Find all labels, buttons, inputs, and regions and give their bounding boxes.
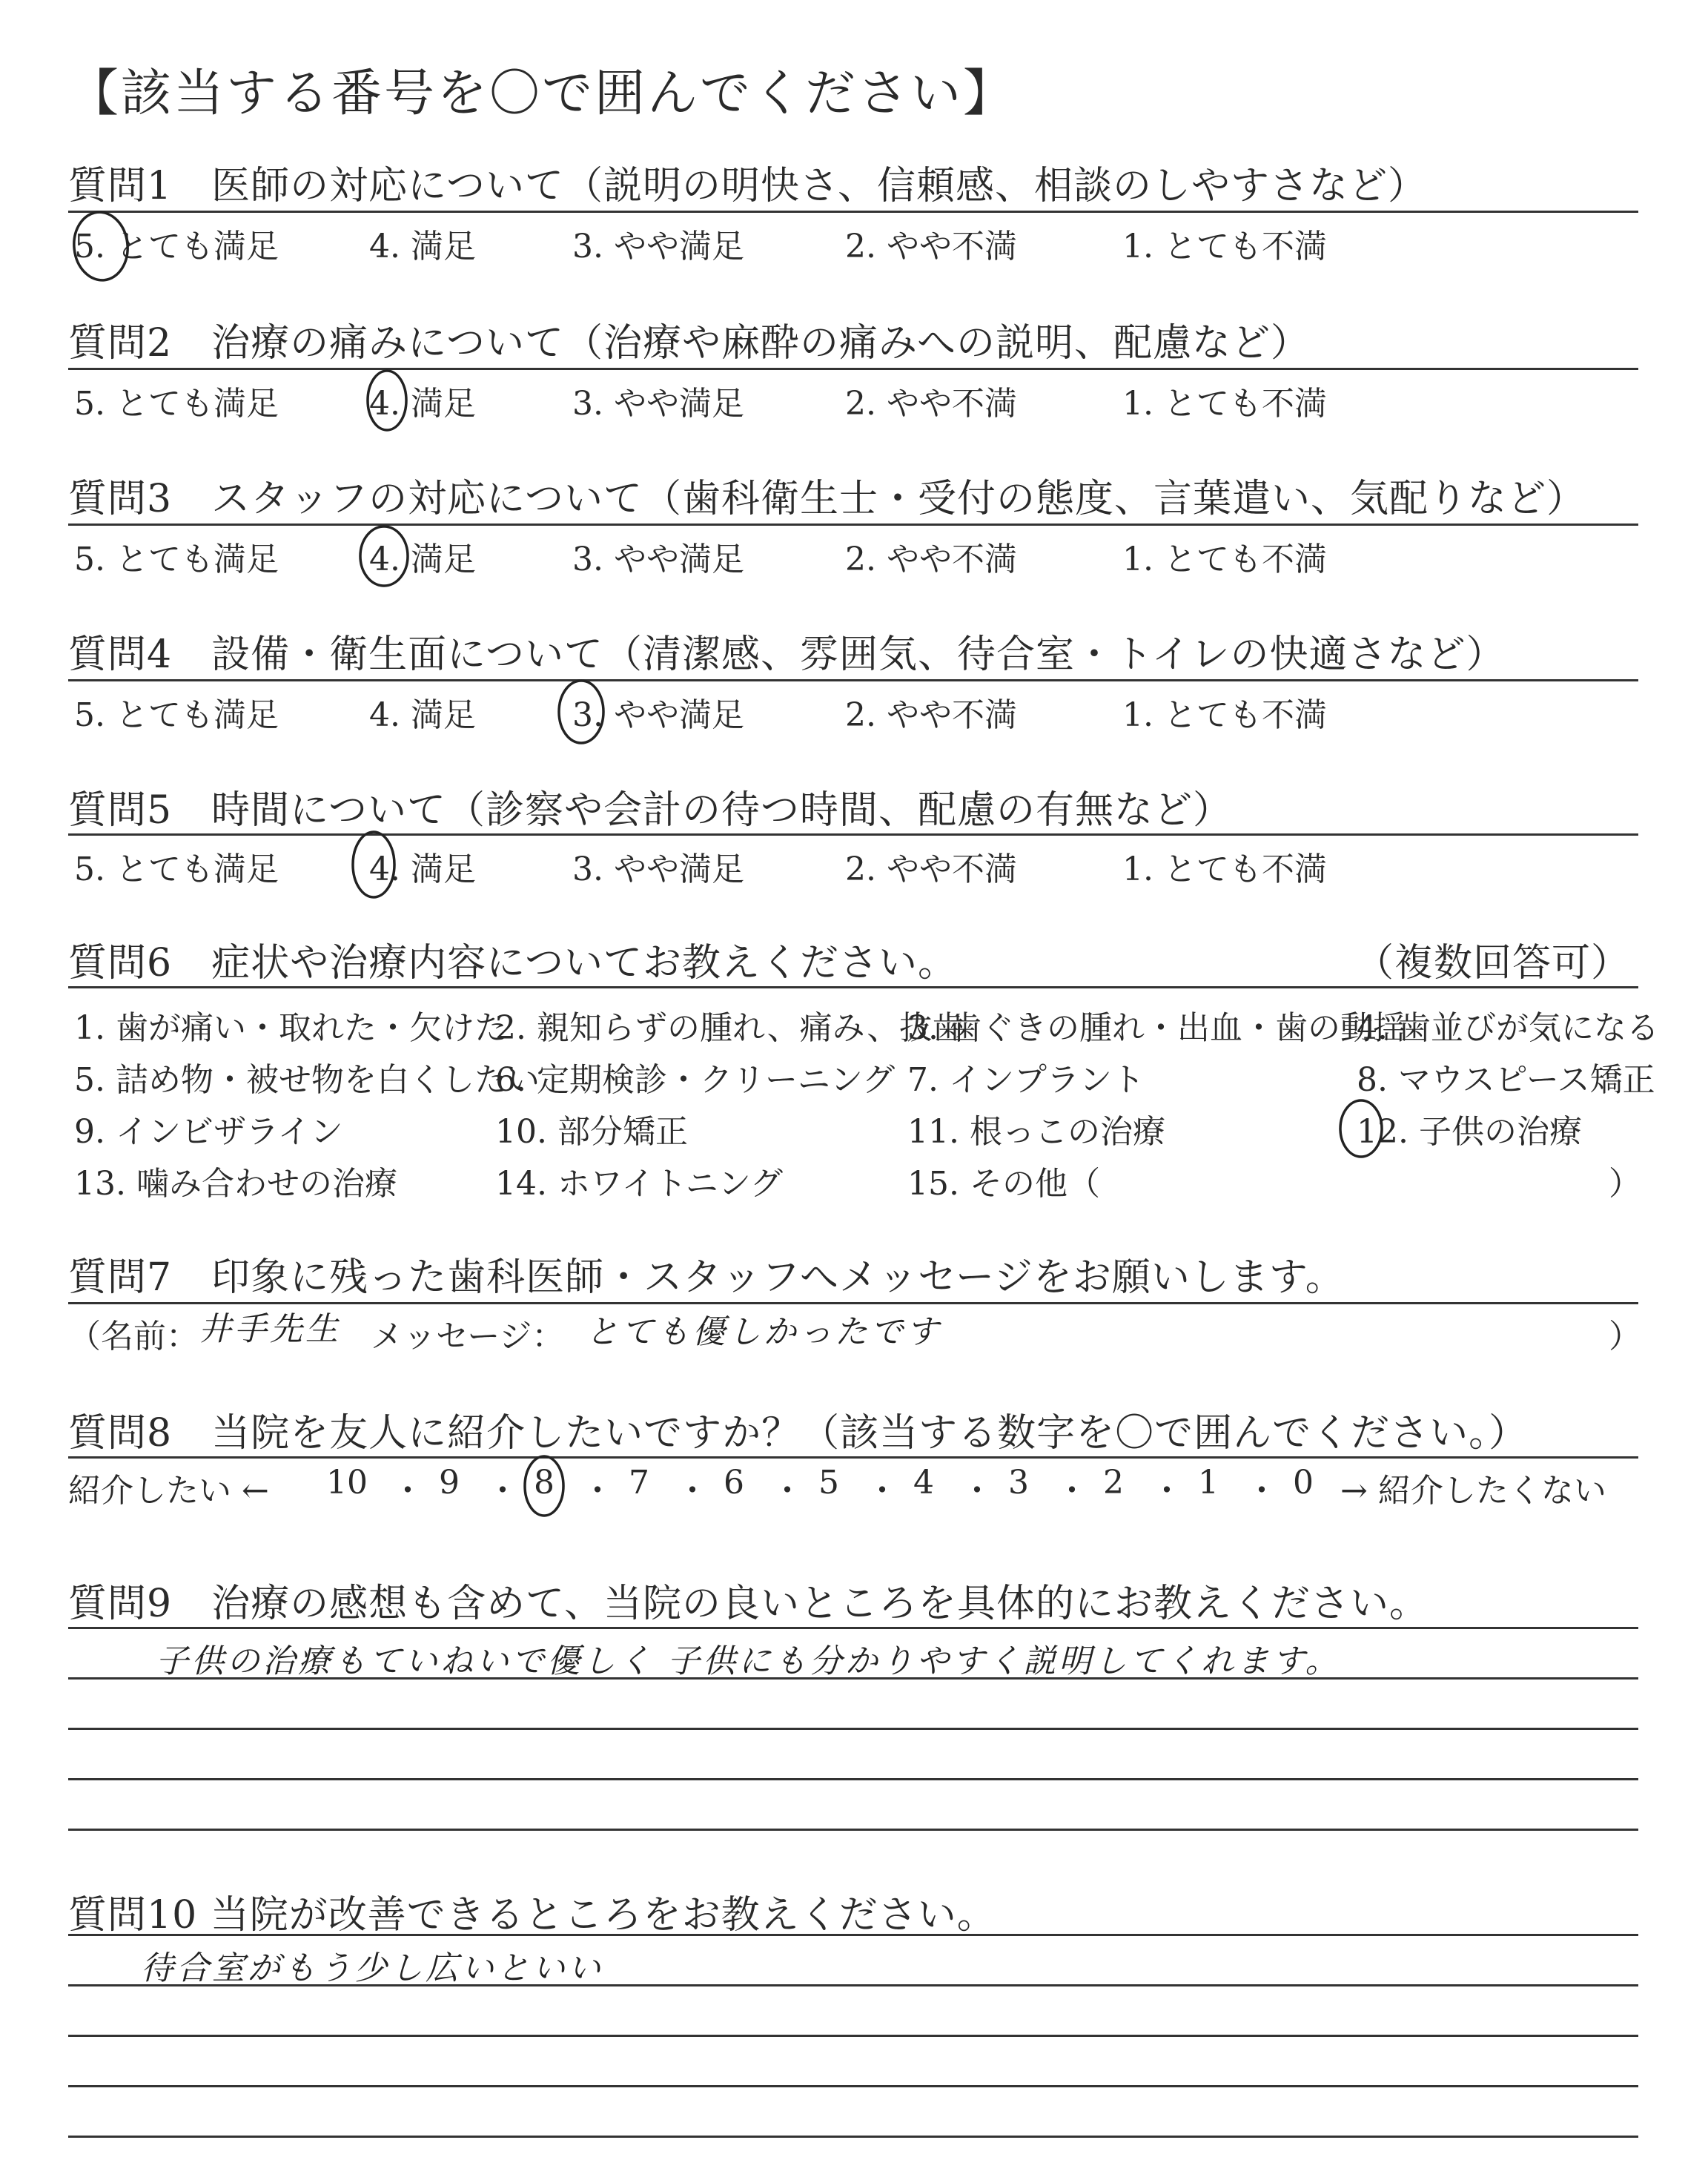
q8-separator: ・ [961, 1472, 993, 1510]
q1-selected-circle [70, 209, 130, 283]
q7-message-handwritten: とても優しかったです [586, 1313, 941, 1351]
q8-right-label: → 紹介したくない [1340, 1472, 1606, 1510]
q8-score-6[interactable]: 6 [724, 1464, 744, 1502]
q2-selected-circle [368, 371, 406, 430]
q8-separator: ・ [1056, 1472, 1088, 1510]
q8-separator: ・ [1245, 1472, 1278, 1510]
q1-option-1[interactable]: 1. とても不満 [1122, 228, 1327, 265]
q8-score-5[interactable]: 5 [818, 1464, 839, 1502]
q6-option-9[interactable]: 9. インビザライン [74, 1113, 343, 1151]
question-3-title: 質問3 スタッフの対応について（歯科衛生士・受付の態度、言葉遣い、気配りなど） [68, 477, 1586, 521]
question-2-title: 質問2 治療の痛みについて（治療や麻酔の痛みへの説明、配慮など） [68, 321, 1311, 366]
q6-other-close-paren: ） [1609, 1165, 1641, 1203]
q8-score-2[interactable]: 2 [1103, 1464, 1124, 1502]
q6-option-3[interactable]: 3. 歯ぐきの腫れ・出血・歯の動揺 [907, 1009, 1406, 1047]
q7-close-paren: ） [1609, 1318, 1641, 1355]
q8-separator: ・ [771, 1472, 804, 1510]
q8-score-3[interactable]: 3 [1008, 1464, 1029, 1502]
q4-selected-circle [559, 681, 603, 743]
q1-option-3[interactable]: 3. やや満足 [572, 228, 744, 265]
q7-name-label: （名前： [68, 1318, 199, 1355]
q6-selected-circle [1340, 1100, 1382, 1157]
q2-option-1[interactable]: 1. とても不満 [1122, 385, 1327, 423]
q2-option-4[interactable]: 4. 満足 [369, 385, 476, 423]
q5-selected-circle [353, 832, 394, 897]
q1-option-2[interactable]: 2. やや不満 [845, 228, 1017, 265]
q5-option-2[interactable]: 2. やや不満 [845, 851, 1017, 888]
q6-option-1[interactable]: 1. 歯が痛い・取れた・欠けた [74, 1009, 507, 1047]
q6-option-10[interactable]: 10. 部分矯正 [495, 1113, 688, 1151]
question-10-title: 質問10 当院が改善できるところをお教えください。 [68, 1893, 996, 1938]
q8-separator: ・ [486, 1472, 519, 1510]
q1-option-4[interactable]: 4. 満足 [369, 228, 476, 265]
q3-option-2[interactable]: 2. やや不満 [845, 541, 1017, 578]
q5-option-3[interactable]: 3. やや満足 [572, 851, 744, 888]
q8-score-10[interactable]: 10 [326, 1464, 368, 1502]
q2-option-2[interactable]: 2. やや不満 [845, 385, 1017, 423]
q8-separator: ・ [866, 1472, 898, 1510]
q7-message-label: メッセージ： [371, 1318, 565, 1355]
q6-option-8[interactable]: 8. マウスピース矯正 [1357, 1061, 1655, 1099]
q6-option-4[interactable]: 4. 歯並びが気になる [1357, 1009, 1659, 1047]
question-7-title: 質問7 印象に残った歯科医師・スタッフへメッセージをお願いします。 [68, 1255, 1345, 1300]
q8-separator: ・ [1151, 1472, 1183, 1510]
q8-score-7[interactable]: 7 [629, 1464, 649, 1502]
q8-left-label: 紹介したい ← [68, 1472, 269, 1510]
question-5-title: 質問5 時間について（診察や会計の待つ時間、配慮の有無など） [68, 788, 1233, 833]
q8-separator: ・ [391, 1472, 424, 1510]
q4-option-1[interactable]: 1. とても不満 [1122, 696, 1327, 734]
q8-separator: ・ [676, 1472, 709, 1510]
q3-option-3[interactable]: 3. やや満足 [572, 541, 744, 578]
q6-option-11[interactable]: 11. 根っこの治療 [907, 1113, 1165, 1151]
q6-option-15[interactable]: 15. その他（ [907, 1165, 1100, 1203]
q8-score-1[interactable]: 1 [1198, 1464, 1219, 1502]
q5-option-1[interactable]: 1. とても不満 [1122, 851, 1327, 888]
q1-option-5[interactable]: 5. とても満足 [74, 228, 279, 265]
question-9-title: 質問9 治療の感想も含めて、当院の良いところを具体的にお教えください。 [68, 1582, 1429, 1626]
q6-option-5[interactable]: 5. 詰め物・被せ物を白くしたい [74, 1061, 540, 1099]
q8-selected-circle [525, 1456, 563, 1516]
q8-separator: ・ [581, 1472, 614, 1510]
q10-handwritten-answer: 待合室がもう少し広いといい [141, 1949, 603, 1987]
q4-option-4[interactable]: 4. 満足 [369, 696, 476, 734]
q3-option-5[interactable]: 5. とても満足 [74, 541, 279, 578]
q6-option-6[interactable]: 6. 定期検診・クリーニング [495, 1061, 896, 1099]
q6-option-2[interactable]: 2. 親知らずの腫れ、痛み、抜歯 [495, 1009, 965, 1047]
q7-name-handwritten: 井手先生 [199, 1310, 341, 1348]
page-heading: 【該当する番号を〇で囲んでください】 [68, 65, 1016, 123]
q4-option-2[interactable]: 2. やや不満 [845, 696, 1017, 734]
q4-option-5[interactable]: 5. とても満足 [74, 696, 279, 734]
q6-option-7[interactable]: 7. インプラント [907, 1061, 1145, 1099]
q3-selected-circle [360, 526, 408, 586]
question-8-title: 質問8 当院を友人に紹介したいですか？（該当する数字を〇で囲んでください。） [68, 1411, 1529, 1456]
multiple-answers-note: （複数回答可） [1355, 941, 1631, 985]
q8-score-9[interactable]: 9 [439, 1464, 460, 1502]
q9-handwritten-answer: 子供の治療もていねいで優しく 子供にも分かりやすく説明してくれます。 [156, 1642, 1341, 1680]
q3-option-4[interactable]: 4. 満足 [369, 541, 476, 578]
question-4-title: 質問4 設備・衛生面について（清潔感、雰囲気、待合室・トイレの快適さなど） [68, 633, 1506, 677]
q5-option-4[interactable]: 4. 満足 [369, 851, 476, 888]
q2-option-3[interactable]: 3. やや満足 [572, 385, 744, 423]
q4-option-3[interactable]: 3. やや満足 [572, 696, 744, 734]
question-1-title: 質問1 医師の対応について（説明の明快さ、信頼感、相談のしやすさなど） [68, 164, 1427, 208]
q8-score-8[interactable]: 8 [534, 1464, 555, 1502]
q6-option-13[interactable]: 13. 噛み合わせの治療 [74, 1165, 397, 1203]
q6-option-14[interactable]: 14. ホワイトニング [495, 1165, 784, 1203]
q3-option-1[interactable]: 1. とても不満 [1122, 541, 1327, 578]
question-6-title: 質問6 症状や治療内容についてお教えください。 [68, 941, 958, 985]
q2-option-5[interactable]: 5. とても満足 [74, 385, 279, 423]
q8-score-0[interactable]: 0 [1293, 1464, 1314, 1502]
q5-option-5[interactable]: 5. とても満足 [74, 851, 279, 888]
q8-score-4[interactable]: 4 [913, 1464, 934, 1502]
q6-option-12[interactable]: 12. 子供の治療 [1357, 1113, 1582, 1151]
